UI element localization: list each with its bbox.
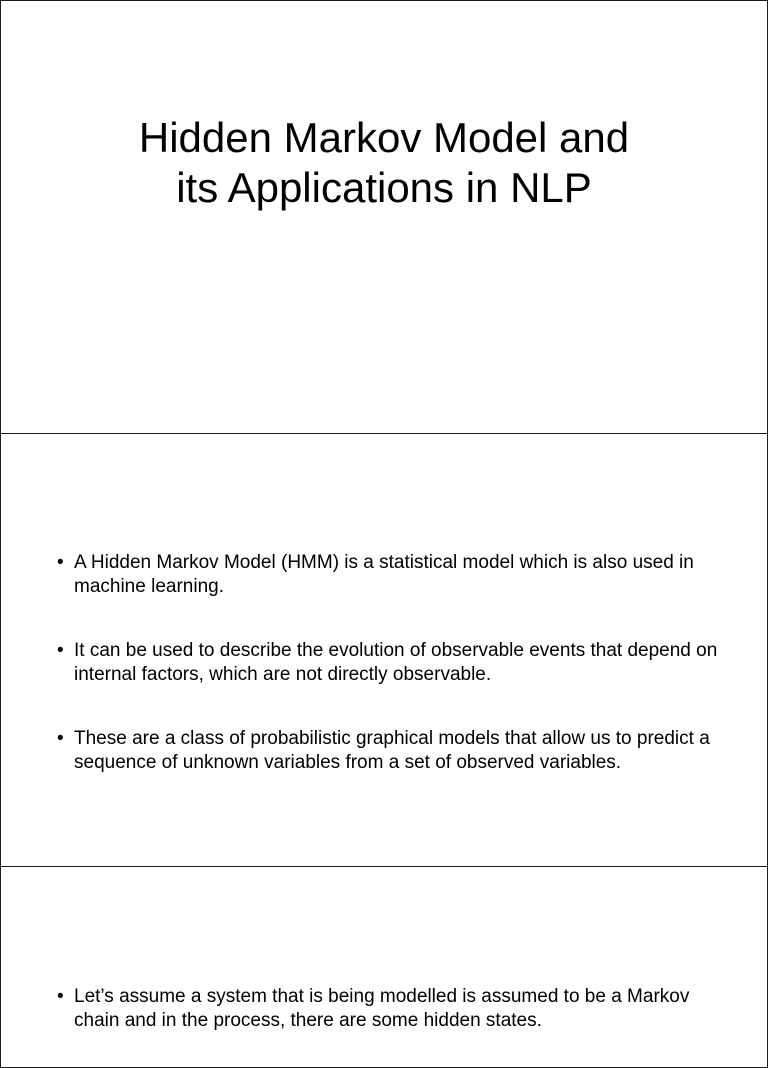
bullet-icon: • (57, 640, 64, 661)
bullet-text: Let’s assume a system that is being modelled is assumed to be a Markov chain and in the process, there are some hidden states. (74, 986, 690, 1031)
bullet-text: A Hidden Markov Model (HMM) is a statistical model which is also used in machine learning. (74, 552, 694, 597)
list-item (56, 551, 719, 599)
slide-hmm-overview (0, 433, 768, 867)
title-line-1: Hidden Markov Model and (138, 114, 630, 161)
bullet-text: These are a class of probabilistic graphical models that allow us to predict a sequence of unknown variables from a set of observed variables. (74, 728, 710, 773)
bullet-icon: • (57, 552, 64, 573)
bullet-icon: • (57, 728, 64, 749)
list-item (56, 727, 719, 775)
slide-markov-chain (0, 866, 768, 1068)
bullet-icon: • (57, 986, 64, 1007)
bullet-list (56, 985, 719, 1033)
page-title (1, 113, 767, 213)
bullet-list (56, 551, 719, 775)
bullet-text: It can be used to describe the evolution of observable events that depend on internal factors, which are not directly observable. (74, 640, 718, 685)
title-line-2: its Applications in NLP (176, 164, 592, 211)
list-item (56, 985, 719, 1033)
slide-title (0, 0, 768, 434)
list-item (56, 639, 719, 687)
